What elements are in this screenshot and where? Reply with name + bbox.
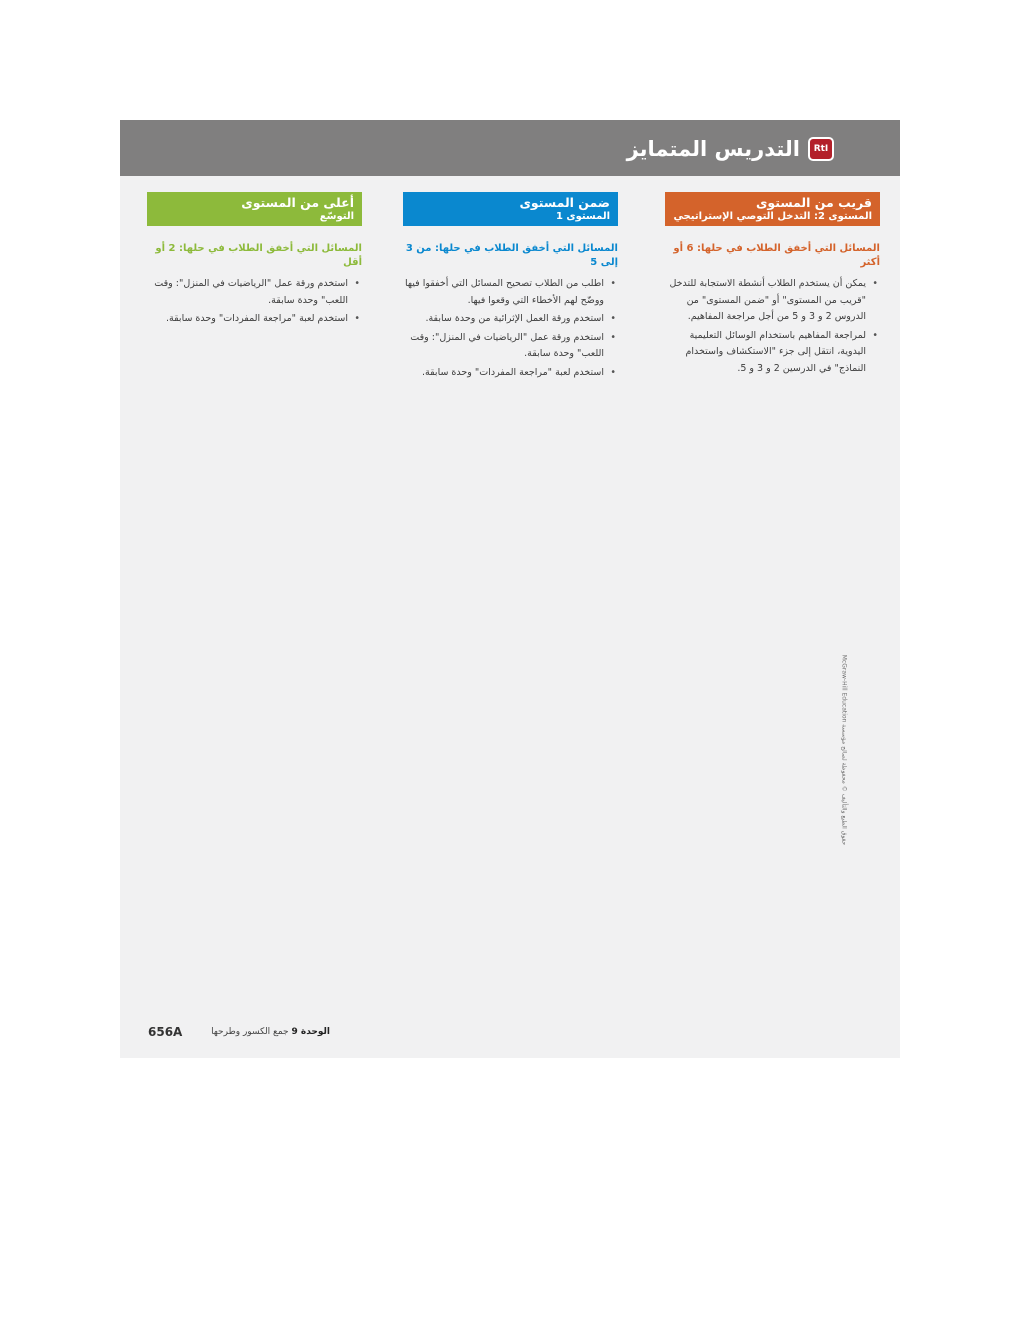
column-subtitle: المستوى 2: التدخل التوصي الإستراتيجي (673, 211, 872, 222)
footer-unit-title: جمع الكسور وطرحها (211, 1027, 289, 1037)
column-heading: المسائل التي أخفق الطلاب في حلها: من 3 إلى 5 (405, 243, 618, 268)
copyright-note: حقوق الطبع والتأليف © محفوظة لصالح مؤسسة McGraw-Hill Education (840, 654, 848, 846)
column-beyond-level (147, 192, 362, 330)
column-title: قريب من المستوى (755, 195, 872, 210)
column-list (403, 276, 618, 381)
list-item: • اطلب من الطلاب تصحيح المسائل التي أخفقوا فيها ووضّح لهم الأخطاء التي وقعوا فيها. (403, 276, 604, 309)
page-number: 656A (148, 1025, 183, 1039)
column-subtitle: التوسّع (319, 211, 354, 222)
column-title: ضمن المستوى (519, 195, 610, 210)
rti-badge-icon: RtI (808, 137, 834, 161)
column-heading: المسائل التي أخفق الطلاب في حلها: 2 أو أقل (155, 243, 362, 268)
footer-unit (211, 1027, 330, 1037)
list-item: • يمكن أن يستخدم الطلاب أنشطة الاستجابة للتدخل "قريب من المستوى" أو "ضمن المستوى" من الدروس 2 و 3 و 5 من أجل مراجعة المفاهيم. (665, 276, 866, 326)
list-item: • استخدم ورقة عمل "الرياضيات في المنزل": وقت اللعب" وحدة سابقة. (403, 330, 604, 363)
column-subtitle: المستوى 1 (555, 211, 610, 222)
list-item: • لمراجعة المفاهيم باستخدام الوسائل التعليمية اليدوية، انتقل إلى جزء "الاستكشاف واستخدام النماذج" في الدرسين 2 و 3 و 5. (665, 328, 866, 378)
column-list (665, 276, 880, 377)
column-heading: المسائل التي أخفق الطلاب في حلها: 6 أو أكثر (673, 243, 880, 268)
footer-unit-label: الوحدة 9 (291, 1027, 330, 1037)
page-title: التدريس المتمايز (626, 137, 800, 161)
column-on-level (403, 192, 618, 383)
column-title: أعلى من المستوى (241, 195, 354, 210)
list-item: • استخدم لعبة "مراجعة المفردات" وحدة سابقة. (403, 365, 604, 382)
list-item: • استخدم ورقة العمل الإثرائية من وحدة سابقة. (403, 311, 604, 328)
list-item: • استخدم لعبة "مراجعة المفردات" وحدة سابقة. (147, 311, 348, 328)
column-header (665, 192, 880, 226)
page-footer (148, 1024, 330, 1040)
list-item: • استخدم ورقة عمل "الرياضيات في المنزل": وقت اللعب" وحدة سابقة. (147, 276, 348, 309)
column-header (403, 192, 618, 226)
column-header (147, 192, 362, 226)
column-approaching-level (665, 192, 880, 379)
page (120, 120, 900, 1058)
title-group (627, 132, 834, 166)
column-list (147, 276, 362, 328)
header-bar (120, 120, 900, 176)
